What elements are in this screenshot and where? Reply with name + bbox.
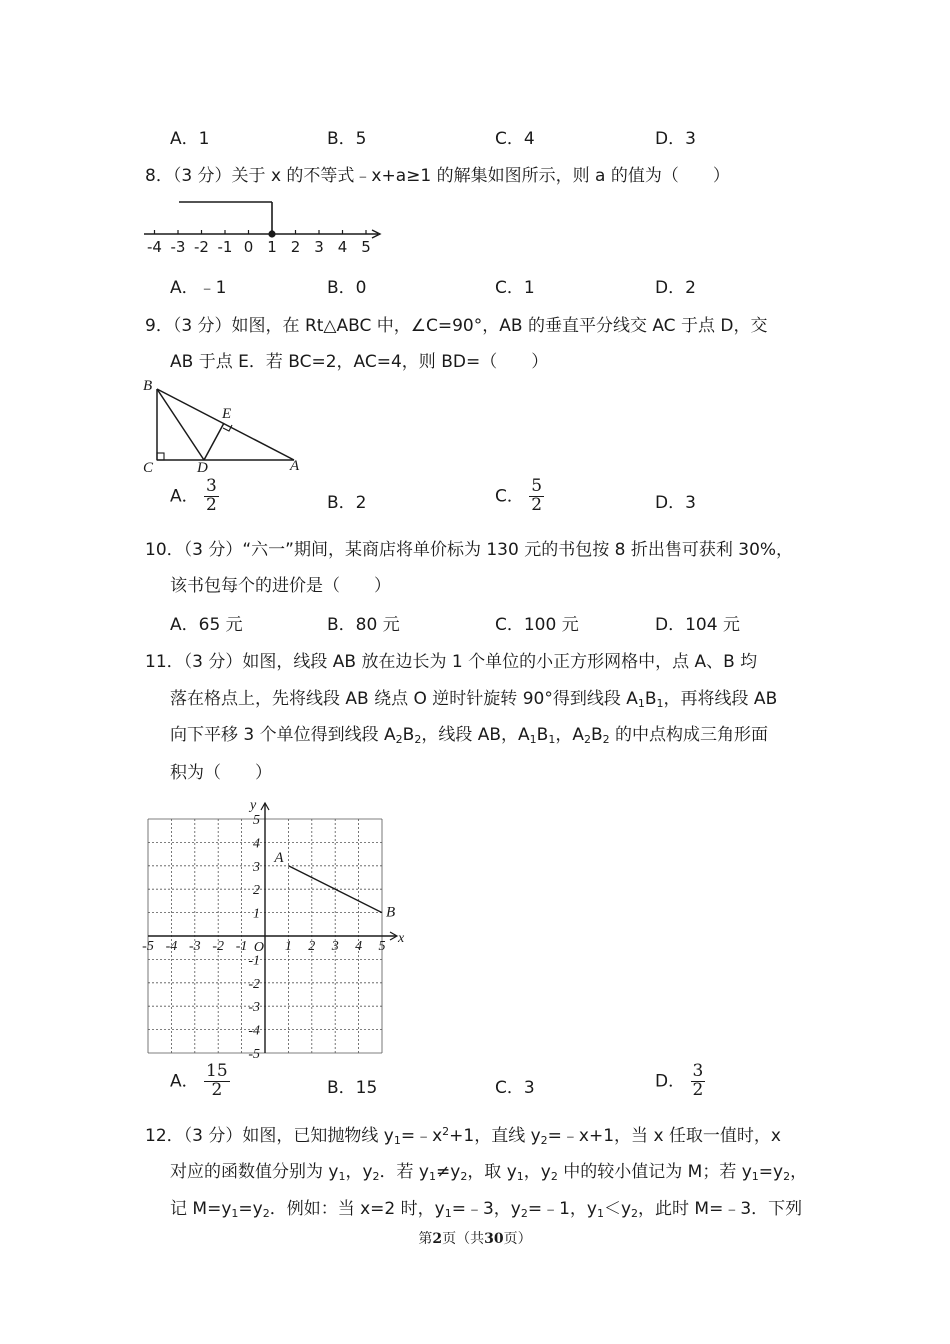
sub: 2 [540,1134,548,1147]
q9-triangle-figure [138,374,313,474]
numerator: 3 [692,1061,704,1081]
q12-stem-line3 [170,1194,802,1220]
text: 页（共 [442,1231,485,1247]
text: =﹣3，y [451,1199,521,1219]
q11-option-c: C．3 [495,1078,535,1098]
q11-stem-line4: 积为（ ） [170,763,272,783]
text: =﹣x [400,1126,443,1146]
sub: 1 [548,733,556,746]
q10-option-c: C．100 元 [495,615,579,635]
q11-option-d-fraction [691,1063,706,1100]
x-tick-label: -1 [235,939,248,954]
sub: 1 [444,1207,452,1220]
denominator: 2 [531,494,543,515]
tick-label: 2 [290,238,301,256]
numerator: 5 [531,476,543,496]
x-axis-label: x [398,931,405,946]
q8-option-b: B．0 [327,278,367,298]
q11-stem-line3 [170,720,768,746]
text: =y [238,1199,263,1219]
text: 向下平移 3 个单位得到线段 A [170,725,396,745]
text: B [644,689,657,709]
sub: 1 [529,733,537,746]
q7-option-d: D．3 [655,129,696,149]
q9-stem-line1: 9．（3 分）如图，在 Rt△ABC 中，∠C=90°，AB 的垂直平分线交 AC 于点 D，交 [145,316,768,336]
text: =﹣1，y [527,1199,597,1219]
denominator: 2 [692,1079,704,1100]
sub: 1 [516,1170,524,1183]
text: =﹣x+1，当 x 任取一值时，x [547,1126,781,1146]
sub: 2 [550,1170,558,1183]
x-tick-label: -2 [212,939,225,954]
sub: 2 [262,1207,270,1220]
y-tick-label: -2 [248,976,260,992]
y-tick-label: 1 [253,906,260,922]
q10-option-b: B．80 元 [327,615,400,635]
q11-option-a-prefix: A． [170,1071,199,1092]
text: =y [758,1162,784,1182]
q9-option-d: D．3 [655,493,696,513]
y-tick-label: 4 [253,836,260,852]
q10-option-d: D．104 元 [655,615,740,635]
sub: 2 [372,1170,380,1183]
x-tick-label: 2 [308,939,316,954]
sub: 2 [783,1170,791,1183]
sub: 2 [460,1170,468,1183]
y-axis-label: y [250,798,257,813]
tick-label: 3 [314,238,324,256]
text: 第 [418,1231,433,1247]
q9-stem-line2: AB 于点 E．若 BC=2，AC=4，则 BD=（ ） [170,352,549,372]
q8-stem: 8．（3 分）关于 x 的不等式﹣x+a≥1 的解集如图所示，则 a 的值为（ ） [145,166,730,186]
y-tick-label: 3 [253,859,260,875]
text: 中的较小值记为 M；若 y [557,1162,752,1182]
sub: 2 [602,733,610,746]
q9-option-a-fraction [204,478,219,515]
q9-label-e: E [222,406,232,422]
text: ，y [523,1162,551,1182]
q11-grid-figure [138,788,418,1058]
q9-option-a-prefix: A． [170,486,199,507]
text: ， [790,1162,808,1182]
text: ≠y [436,1162,461,1182]
q9-option-c-prefix: C． [495,486,524,507]
point-b-label: B [386,904,396,921]
x-tick-label: -3 [188,939,201,954]
text: 记 M=y [170,1199,232,1219]
q9-option-c [495,478,544,515]
q9-label-b: B [143,378,153,394]
point-a-label: A [274,849,284,866]
x-tick-label: -5 [142,939,154,954]
q9-option-b: B．2 [327,493,367,513]
q11-option-b: B．15 [327,1078,378,1098]
text: 的中点构成三角形面 [609,725,769,745]
text: ，再将线段 AB [663,689,778,709]
text: ．例如：当 x=2 时，y [269,1199,445,1219]
y-tick-label: 2 [253,883,260,899]
x-tick-label: 5 [378,939,386,954]
q7-option-c: C．4 [495,129,535,149]
sub: 1 [656,697,664,710]
q7-option-a: A．1 [170,129,210,149]
x-tick-label: 4 [355,939,363,954]
q8-option-c: C．1 [495,278,535,298]
page-number: 2 [432,1231,443,1247]
y-tick-label: 5 [253,813,260,828]
sub: 2 [583,733,591,746]
page-footer [0,1228,950,1248]
q9-option-c-fraction [529,478,544,515]
q10-stem-line2: 该书包每个的进价是（ ） [170,576,391,596]
text: ，A [555,725,584,745]
text: ，此时 M=﹣3．下列 [638,1199,803,1219]
tick-label: 0 [243,238,254,256]
y-tick-label: -3 [248,1000,260,1016]
total-pages: 30 [484,1231,504,1247]
text: ，y [345,1162,373,1182]
text: 对应的函数值分别为 y [170,1162,339,1182]
x-tick-label: 1 [284,939,292,954]
text: ，取 y [467,1162,517,1182]
sup: 2 [442,1125,450,1138]
text: +1，直线 y [449,1126,541,1146]
text: B [536,725,549,745]
tick-label: -1 [217,238,233,256]
sub: 1 [637,697,645,710]
x-tick-label: -4 [165,939,178,954]
sub: 1 [429,1170,436,1183]
tick-label: 1 [267,238,277,256]
text: 落在格点上，先将线段 AB 绕点 O 逆时针旋转 90°得到线段 A [170,689,638,709]
denominator: 2 [206,494,217,515]
y-tick-label: -4 [248,1023,260,1039]
tick-label: -4 [147,238,162,256]
text: B [402,725,415,745]
q9-label-c: C [143,460,154,474]
text: B [590,725,603,745]
sub: 2 [520,1207,528,1220]
q8-number-line [140,196,390,258]
sub: 1 [338,1170,346,1183]
text: ＜y [603,1199,632,1219]
y-tick-label: -1 [248,953,260,969]
sub: 1 [751,1170,759,1183]
q10-stem-line1: 10．（3 分）“六一”期间，某商店将单价标为 130 元的书包按 8 折出售可获利 30%， [145,540,794,560]
q8-option-a: A．﹣1 [170,278,227,298]
numerator: 15 [206,1061,228,1081]
q8-option-d: D．2 [655,278,696,298]
origin-label: O [253,940,264,955]
x-tick-label: 3 [331,939,339,954]
y-tick-label: -5 [248,1047,260,1058]
q12-stem-line1 [145,1121,781,1147]
q11-stem-line2 [170,684,777,710]
text: ，线段 AB，A [421,725,530,745]
tick-label: -2 [194,238,209,256]
q11-option-a-fraction [204,1063,230,1100]
q9-label-a: A [290,458,300,474]
sub: 1 [393,1134,401,1147]
tick-label: 4 [337,238,348,256]
text: ．若 y [379,1162,429,1182]
q11-option-d-prefix: D． [655,1071,686,1092]
sub: 1 [231,1207,239,1220]
sub: 2 [631,1207,639,1220]
q11-option-a [170,1063,230,1100]
numerator: 3 [206,476,217,496]
text: 12．（3 分）如图，已知抛物线 y [145,1126,394,1146]
solution-endpoint-dot [268,230,275,237]
text: 页） [503,1231,532,1247]
q12-stem-line2 [170,1157,807,1183]
q10-option-a: A．65 元 [170,615,243,635]
q9-label-d: D [197,460,208,474]
sub: 2 [395,733,403,746]
sub: 2 [414,733,422,746]
denominator: 2 [204,1081,230,1100]
sub: 1 [596,1207,604,1220]
q9-option-a [170,478,219,515]
q11-stem-line1: 11．（3 分）如图，线段 AB 放在边长为 1 个单位的小正方形网格中，点 A、B 均 [145,652,758,672]
q7-option-b: B．5 [327,129,367,149]
tick-label: 5 [361,238,371,256]
tick-label: -3 [170,238,186,256]
q11-option-d [655,1063,705,1100]
